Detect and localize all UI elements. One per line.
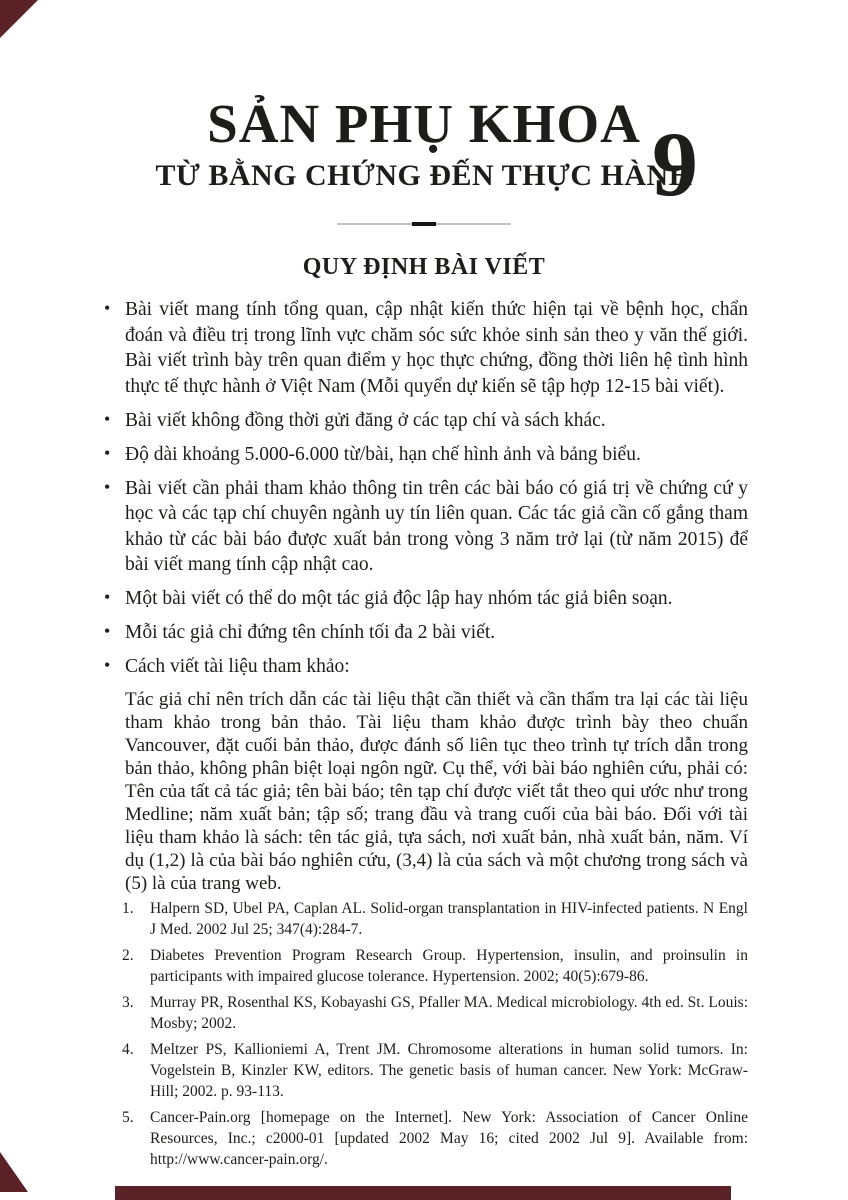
guideline-item — [100, 620, 748, 646]
guideline-text: Mỗi tác giả chỉ đứng tên chính tối đa 2 bài viết. — [125, 622, 496, 643]
book-title: SẢN PHỤ KHOA — [207, 93, 641, 154]
reference-list — [100, 898, 748, 1170]
bullet-icon: • — [104, 621, 111, 641]
page-header — [0, 0, 848, 196]
reference-text: Meltzer PS, Kallioniemi A, Trent JM. Chromosome alterations in human solid tumors. In: Vogelstein B, Kinzler KW, editors. The genetic basis of human cancer. New York: McGraw-Hill; 2002. p. 93-113. — [150, 1041, 748, 1100]
guideline-item — [100, 654, 748, 680]
section-divider — [337, 222, 511, 226]
guideline-text: Bài viết không đồng thời gửi đăng ở các tạp chí và sách khác. — [125, 409, 606, 431]
reference-item — [100, 1039, 748, 1102]
guideline-text: Độ dài khoảng 5.000-6.000 từ/bài, hạn chế hình ảnh và bảng biểu. — [125, 443, 641, 465]
guideline-item — [100, 408, 748, 434]
divider-dash — [412, 222, 436, 226]
bullet-icon: • — [104, 442, 111, 463]
bullet-icon: • — [104, 587, 111, 607]
guideline-text: Bài viết mang tính tổng quan, cập nhật kiến thức hiện tại về bệnh học, chẩn đoán và điều trị trong lĩnh vực chăm sóc sức khỏe sinh sản theo y văn thế giới. Bài viết trình bày trên quan điểm y học thực chứng, đồng thời liên hệ tình hình thực tế thực hành ở Việt Nam (Mỗi quyển dự kiến sẽ tập hợp 12-15 bài viết). — [125, 299, 748, 397]
reference-item — [100, 945, 748, 987]
reference-text: Cancer-Pain.org [homepage on the Internet]. New York: Association of Cancer Online Resources, Inc.; c2000-01 [updated 2002 May 16; cited 2002 Jul 9]. Available from: http://www.cancer-pain.org/. — [150, 1109, 748, 1168]
reference-number: 1. — [122, 900, 134, 917]
guideline-text: Bài viết cần phải tham khảo thông tin trên các bài báo có giá trị về chứng cứ y học và các tạp chí chuyên ngành uy tín liên quan. Các tác giả cần cố gắng tham khảo từ các bài báo được xuất bản trong vòng 3 năm trở lại (từ năm 2015) để bài viết mang tính cập nhật cao. — [125, 477, 748, 575]
book-subtitle: TỪ BẰNG CHỨNG ĐẾN THỰC HÀNH — [155, 159, 693, 192]
guideline-item — [100, 297, 748, 399]
guideline-text: Cách viết tài liệu tham khảo: — [125, 656, 350, 677]
guideline-item — [100, 586, 748, 612]
reference-item — [100, 992, 748, 1034]
reference-instructions: Tác giả chỉ nên trích dẫn các tài liệu thật cần thiết và cần thẩm tra lại các tài liệu tham khảo trong bản thảo. Tài liệu tham khảo được trình bày theo chuẩn Vancouver, đặt cuối bản thảo, được đánh số liên tục theo trình tự trích dẫn trong bản thảo, không phân biệt loại ngôn ngữ. Cụ thể, với bài báo nghiên cứu, phải có: Tên của tất cả tác giả; tên bài báo; tên tạp chí được viết tắt theo qui ước như trong Medline; năm xuất bản; tập số; trang đầu và trang cuối của bài báo. Đối với tài liệu tham khảo là sách: tên tác giả, tựa sách, nơi xuất bản, nhà xuất bản, năm. Ví dụ (1,2) là của bài báo nghiên cứu, (3,4) là của sách và một chương trong sách và (5) là của trang web. — [125, 689, 748, 894]
reference-text: Murray PR, Rosenthal KS, Kobayashi GS, Pfaller MA. Medical microbiology. 4th ed. St. Louis: Mosby; 2002. — [150, 994, 748, 1032]
bullet-icon: • — [104, 476, 111, 497]
reference-item — [100, 898, 748, 940]
guideline-item — [100, 442, 748, 468]
section-heading: QUY ĐỊNH BÀI VIẾT — [302, 254, 546, 280]
volume-number: 9 — [652, 113, 698, 215]
reference-item — [100, 1107, 748, 1170]
reference-number: 4. — [122, 1041, 134, 1058]
bullet-icon: • — [104, 298, 111, 318]
reference-number: 2. — [122, 947, 134, 964]
reference-number: 5. — [122, 1109, 134, 1126]
footer-accent-bar — [115, 1186, 731, 1200]
bullet-icon: • — [104, 655, 111, 675]
guideline-text: Một bài viết có thể do một tác giả độc lập hay nhóm tác giả biên soạn. — [125, 588, 673, 609]
reference-text: Diabetes Prevention Program Research Group. Hypertension, insulin, and proinsulin in participants with impaired glucose tolerance. Hypertension. 2002; 40(5):679-86. — [150, 947, 748, 985]
bullet-icon: • — [104, 408, 111, 429]
corner-decoration-bottom-left — [0, 1152, 28, 1192]
guideline-list — [100, 297, 748, 680]
reference-number: 3. — [122, 994, 134, 1011]
guideline-item — [100, 476, 748, 578]
page-content — [100, 297, 748, 1170]
corner-decoration-top-left — [0, 0, 38, 38]
reference-text: Halpern SD, Ubel PA, Caplan AL. Solid-organ transplantation in HIV-infected patients. N Engl J Med. 2002 Jul 25; 347(4):284-7. — [150, 900, 748, 938]
